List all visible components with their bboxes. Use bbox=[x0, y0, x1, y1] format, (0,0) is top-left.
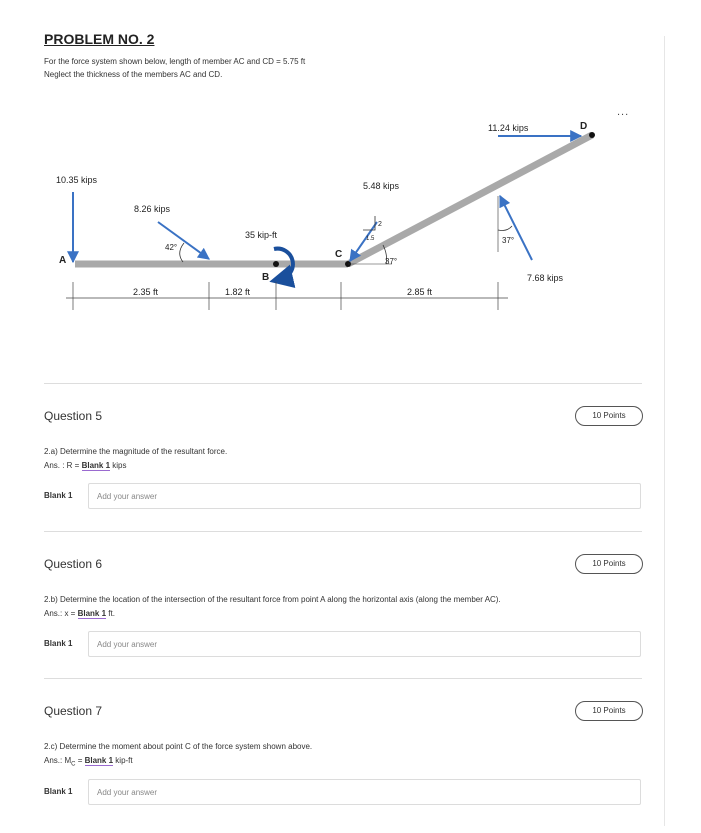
question-5-title: Question 5 bbox=[44, 409, 103, 423]
question-5-prompt: 2.a) Determine the magnitude of the resultant force. bbox=[44, 447, 228, 456]
question-5-blank-label: Blank 1 bbox=[44, 491, 73, 500]
joint-d bbox=[589, 132, 595, 138]
question-5-points: 10 Points bbox=[575, 406, 643, 426]
force-a-label: 10.35 kips bbox=[56, 175, 98, 185]
slope-run-label: 1.5 bbox=[366, 236, 375, 242]
angle-c-label: 37° bbox=[385, 257, 398, 266]
label-a: A bbox=[59, 255, 67, 266]
question-7-points: 10 Points bbox=[575, 701, 643, 721]
force-1-arrow bbox=[158, 222, 209, 259]
dim-2-label: 1.82 ft bbox=[225, 287, 251, 297]
problem-title: PROBLEM NO. 2 bbox=[44, 31, 155, 47]
question-6-blank-label: Blank 1 bbox=[44, 639, 73, 648]
blank-reference: Blank 1 bbox=[84, 756, 114, 765]
question-7-prompt: 2.c) Determine the moment about point C of the force system shown above. bbox=[44, 742, 313, 751]
slope-rise-label: 2 bbox=[378, 221, 382, 228]
force-1-label: 8.26 kips bbox=[134, 204, 171, 214]
question-7-answer-input[interactable] bbox=[88, 779, 641, 805]
label-d: D bbox=[580, 121, 588, 132]
angle-d-label: 37° bbox=[502, 236, 515, 245]
label-b: B bbox=[262, 272, 270, 283]
force-d-h-label: 11.24 kips bbox=[488, 123, 529, 133]
divider bbox=[44, 531, 642, 532]
force-d-incl-arrow bbox=[500, 196, 532, 260]
answer-suffix: kip-ft bbox=[113, 756, 133, 765]
intro-line-2: Neglect the thickness of the members AC and CD. bbox=[44, 70, 223, 79]
dim-3-label: 2.85 ft bbox=[407, 287, 433, 297]
answer-prefix: Ans.: x = bbox=[44, 609, 78, 618]
blank-reference: Blank 1 bbox=[77, 609, 107, 618]
intro-line-1: For the force system shown below, length of member AC and CD = 5.75 ft bbox=[44, 57, 306, 66]
angle-1-label: 42° bbox=[165, 243, 178, 252]
dim-1-label: 2.35 ft bbox=[133, 287, 159, 297]
answer-suffix: kips bbox=[110, 461, 127, 470]
question-6-text bbox=[44, 593, 501, 621]
force-c-label: 5.48 kips bbox=[363, 181, 400, 191]
member-cd bbox=[348, 135, 592, 264]
answer-prefix: Ans.: M bbox=[44, 756, 72, 765]
force-d-incl-label: 7.68 kips bbox=[527, 273, 564, 283]
question-6-answer-input[interactable] bbox=[88, 631, 641, 657]
answer-subscript: C bbox=[71, 761, 76, 768]
answer-prefix: Ans. : R = bbox=[44, 461, 82, 470]
moment-label: 35 kip-ft bbox=[245, 230, 278, 240]
question-5-text bbox=[44, 445, 227, 473]
question-7-blank-label: Blank 1 bbox=[44, 787, 73, 796]
answer-suffix: ft. bbox=[106, 609, 115, 618]
question-5-answer-input[interactable] bbox=[88, 483, 641, 509]
angle-d-arc bbox=[498, 226, 512, 231]
force-system-diagram bbox=[0, 0, 701, 340]
joint-b bbox=[273, 261, 279, 267]
angle-1-arc bbox=[180, 243, 184, 262]
question-6-title: Question 6 bbox=[44, 557, 103, 571]
blank-reference: Blank 1 bbox=[81, 461, 111, 470]
answer-equals: = bbox=[75, 756, 85, 765]
question-6-points: 10 Points bbox=[575, 554, 643, 574]
divider bbox=[44, 383, 642, 384]
label-c: C bbox=[335, 249, 343, 260]
question-7-answer-line bbox=[44, 754, 312, 772]
question-5-answer-line bbox=[44, 459, 227, 473]
question-6-prompt: 2.b) Determine the location of the intersection of the resultant force from point A along the horizontal axis (along the member AC). bbox=[44, 595, 501, 604]
question-7-text bbox=[44, 740, 312, 772]
question-6-answer-line bbox=[44, 607, 501, 621]
divider bbox=[44, 678, 642, 679]
question-7-title: Question 7 bbox=[44, 704, 103, 718]
more-options-icon[interactable]: ... bbox=[617, 106, 630, 118]
